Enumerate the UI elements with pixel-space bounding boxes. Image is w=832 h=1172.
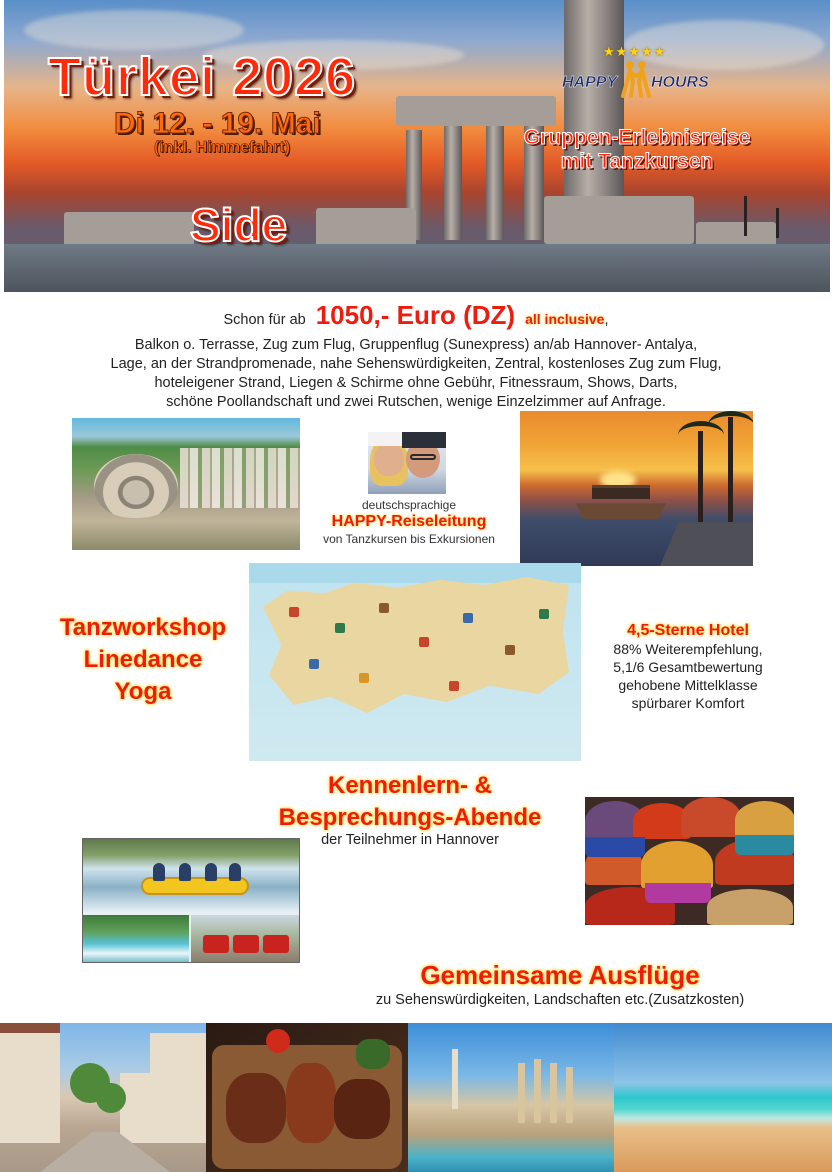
column-drum — [316, 208, 416, 248]
activity-item: Yoga — [114, 678, 172, 705]
price-lead: Schon für ab — [223, 312, 306, 328]
pier — [660, 522, 753, 566]
rafter — [229, 863, 241, 881]
price-value: 1050,- Euro (DZ) — [315, 300, 516, 330]
hotel-line: gehobene Mittelklasse — [618, 677, 758, 693]
hotel-info — [588, 622, 788, 712]
ruin-ground — [4, 244, 830, 292]
logo-word: HAPPY — [562, 74, 618, 91]
trip-title: Türkei 2026 — [48, 47, 357, 107]
map-landmark — [359, 673, 369, 683]
price-line — [20, 300, 812, 336]
temple-column — [444, 120, 462, 240]
map-landmark — [309, 659, 319, 669]
meetup-line: Kennenlern- & — [327, 772, 492, 799]
intro-line: hoteleigener Strand, Liegen & Schirme ohne Gebühr, Fitnessraum, Shows, Darts, — [154, 375, 678, 391]
all-inclusive-label: all inclusive — [525, 311, 605, 327]
map-landmark — [463, 613, 473, 623]
trip-subtitle — [484, 126, 790, 174]
kebab — [286, 1063, 336, 1143]
cloud — [24, 10, 244, 50]
face — [374, 442, 404, 476]
meetup-subtext: der Teilnehmer in Hannover — [321, 832, 499, 848]
spice-bowl — [735, 835, 794, 855]
trip-note: (inkl. Himmefahrt) — [154, 139, 291, 156]
excursions-heading: Gemeinsame Ausflüge — [420, 960, 700, 990]
guide-line: deutschsprachige — [361, 498, 457, 512]
map-landmark — [539, 609, 549, 619]
map-landmark — [505, 645, 515, 655]
meetup-heading — [230, 770, 590, 834]
photo-grill-plate — [206, 1023, 408, 1172]
photo-old-town-street — [0, 1023, 206, 1172]
hotel-line: 5,1/6 Gesamtbewertung — [613, 659, 763, 675]
photo-ancient-theater — [72, 418, 300, 550]
boat-cabin — [592, 485, 650, 499]
shirt — [402, 432, 446, 448]
hero-banner — [4, 0, 830, 292]
photo-tour-guides — [368, 432, 446, 494]
hotel-line: spürbarer Komfort — [631, 695, 745, 711]
guide-line: von Tanzkursen bis Exkursionen — [323, 532, 495, 546]
palm-tree — [776, 208, 779, 238]
spice-bowl — [645, 883, 711, 903]
map-landmark — [419, 637, 429, 647]
rafter — [179, 863, 191, 881]
map-landmark — [335, 623, 345, 633]
column — [518, 1063, 525, 1123]
meetup-line: Besprechungs-Abende — [278, 804, 542, 831]
photo-town — [180, 448, 300, 508]
logo-word: HOURS — [651, 74, 709, 91]
roof — [0, 1023, 60, 1033]
excursions-subtext: zu Sehenswürdigkeiten, Landschaften etc.(Zusatzkosten) — [375, 992, 745, 1008]
intro-line: Lage, an der Strandpromenade, nahe Sehenswürdigkeiten, Zentral, kostenloses Zug zum Flug, — [110, 356, 722, 372]
activity-item: Linedance — [83, 646, 203, 673]
map-land — [263, 577, 569, 713]
trip-subtitle-line: Gruppen-Erlebnisreise — [523, 126, 751, 149]
house — [0, 1023, 60, 1143]
photo-spice-market — [585, 797, 794, 925]
column — [566, 1067, 573, 1123]
map-turkey — [249, 563, 581, 761]
star-icon: ★★★★★ — [603, 44, 667, 59]
minaret — [452, 1049, 458, 1109]
rafter — [205, 863, 217, 881]
activity-item: Tanzworkshop — [59, 614, 227, 641]
spice-pile — [641, 841, 713, 889]
house — [120, 1073, 160, 1143]
hotel-line: 88% Weiterempfehlung, — [613, 641, 763, 657]
map-landmark — [449, 681, 459, 691]
temple-entablature — [396, 96, 556, 126]
map-landmark — [289, 607, 299, 617]
rafter — [153, 863, 165, 881]
jeep — [233, 935, 259, 953]
column — [534, 1059, 541, 1123]
comma: , — [604, 312, 609, 328]
jeep — [203, 935, 229, 953]
dancing-couple-icon — [621, 60, 651, 98]
spice-pile — [681, 797, 741, 837]
photo-excursions-collage — [82, 838, 300, 963]
herbs — [356, 1039, 390, 1069]
photo-beach — [614, 1023, 832, 1172]
trip-subtitle-line: mit Tanzkursen — [560, 150, 714, 173]
palm-frond — [708, 411, 753, 439]
photo-strip — [0, 1023, 832, 1172]
column-base — [544, 196, 694, 244]
photo-amphitheater — [94, 454, 178, 518]
happy-hours-logo — [559, 44, 719, 108]
spice-pile — [707, 889, 793, 925]
tour-guide-info — [306, 498, 512, 546]
spice-bowl — [585, 837, 645, 857]
column — [550, 1063, 557, 1123]
activities-list — [36, 612, 250, 708]
tree — [96, 1083, 126, 1113]
spice-pile — [735, 801, 794, 839]
photo-waterfall — [83, 915, 189, 963]
hotel-heading: 4,5-Sterne Hotel — [627, 622, 749, 639]
map-landmark — [379, 603, 389, 613]
kebab — [226, 1073, 286, 1143]
guide-highlight: HAPPY-Reiseleitung — [331, 513, 487, 530]
jeep — [263, 935, 289, 953]
destination-title: Side — [190, 199, 288, 251]
photo-side-ruins — [408, 1023, 614, 1172]
photo-harbour-sunset — [520, 411, 753, 566]
palm-tree — [744, 196, 747, 236]
trip-dates: Di 12. - 19. Mai — [114, 107, 321, 140]
glasses — [410, 454, 436, 460]
tomato — [266, 1029, 290, 1053]
photo-rafting — [83, 839, 299, 913]
intro-text — [20, 300, 812, 412]
intro-line: Balkon o. Terrasse, Zug zum Flug, Gruppenflug (Sunexpress) an/ab Hannover- Antalya, — [134, 337, 698, 353]
intro-line: schöne Poollandschaft und zwei Rutschen, wenige Einzelzimmer auf Anfrage. — [166, 394, 666, 410]
kebab — [334, 1079, 390, 1139]
all-inclusive-wrap — [525, 310, 608, 330]
